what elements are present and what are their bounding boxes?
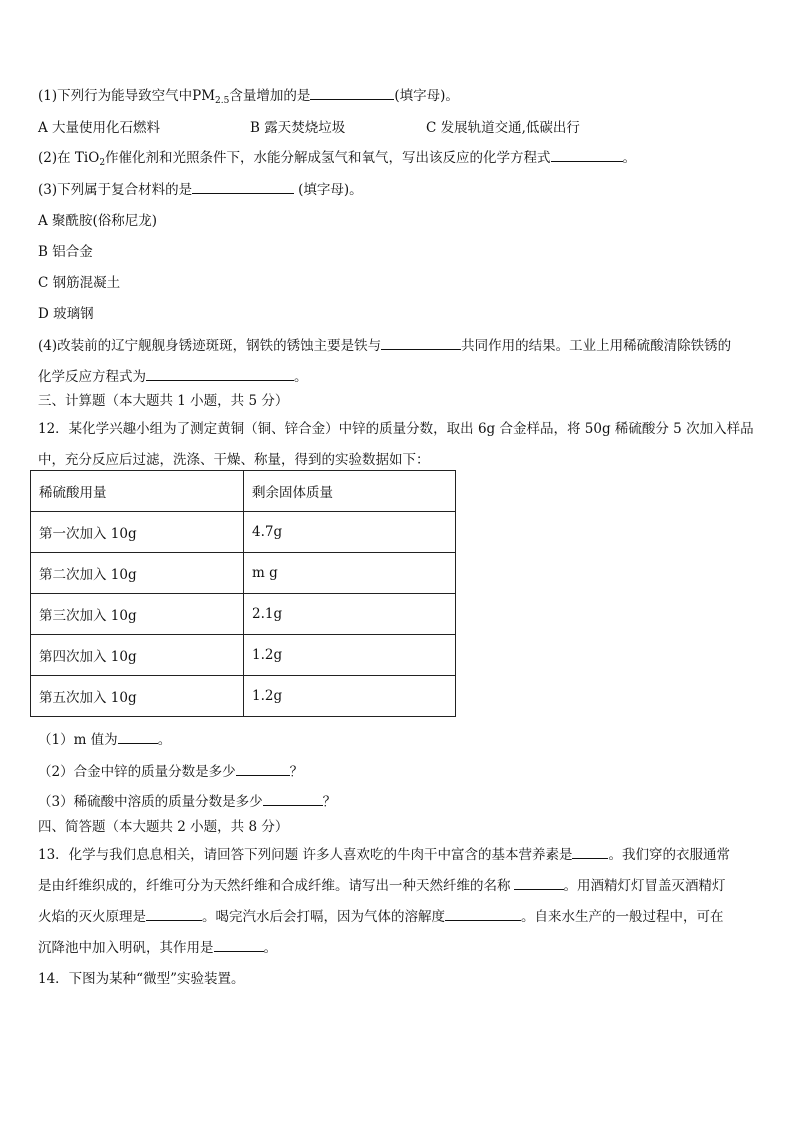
q11-part1-suffix: (填字母)。 bbox=[394, 88, 459, 104]
q11-part1-option-a: A 大量使用化石燃料 bbox=[38, 120, 161, 136]
pm-subscript: 2.5 bbox=[215, 96, 230, 106]
table-row bbox=[31, 553, 456, 594]
q12-sub2 bbox=[38, 760, 303, 780]
q11-part1-text: (1)下列行为能导致空气中PM bbox=[38, 88, 216, 104]
q13-line3-mid: 。喝完汽水后会打嗝，因为气体的溶解度 bbox=[202, 909, 445, 925]
answer-blank bbox=[192, 179, 294, 194]
q11-part2-text-after: 作催化剂和光照条件下，水能分解成氢气和氧气，写出该反应的化学方程式 bbox=[105, 150, 551, 166]
table-cell: 第一次加入 10g bbox=[31, 512, 244, 553]
q11-part1-option-b: B 露天焚烧垃圾 bbox=[250, 120, 346, 136]
section3-heading: 三、计算题（本大题共 1 小题，共 5 分） bbox=[38, 393, 289, 409]
table-cell: 4.7g bbox=[244, 512, 456, 553]
answer-blank bbox=[381, 335, 461, 350]
answer-blank bbox=[310, 85, 394, 100]
q11-part3-option-a: A 聚酰胺(俗称尼龙) bbox=[38, 213, 158, 229]
table-cell: 第三次加入 10g bbox=[31, 594, 244, 635]
table-cell: 2.1g bbox=[244, 594, 456, 635]
q12-line1: 12．某化学兴趣小组为了测定黄铜（铜、锌合金）中锌的质量分数，取出 6g 合金样品，将 50g 稀硫酸分 5 次加入样品 bbox=[38, 421, 754, 437]
q11-part2-suffix: 。 bbox=[622, 150, 637, 166]
table-cell: 第四次加入 10g bbox=[31, 635, 244, 676]
q13-line2 bbox=[38, 874, 726, 894]
table-row bbox=[31, 512, 456, 553]
q11-part1 bbox=[38, 84, 459, 106]
table-cell: 1.2g bbox=[244, 676, 456, 717]
q11-part3-option-c: C 钢筋混凝土 bbox=[38, 275, 121, 291]
q12-line2: 中，充分反应后过滤，洗涤、干燥、称量，得到的实验数据如下： bbox=[38, 452, 430, 468]
table-row bbox=[31, 635, 456, 676]
q13-line4-suffix: 。 bbox=[263, 940, 277, 956]
table-cell: 1.2g bbox=[244, 635, 456, 676]
q12-sub3-suffix: ？ bbox=[322, 794, 337, 810]
q11-part4-text: (4)改装前的辽宁舰舰身锈迹斑斑，钢铁的锈蚀主要是铁与 bbox=[38, 338, 382, 354]
q11-part2 bbox=[38, 146, 636, 168]
q14-text: 14．下图为某种“微型”实验装置。 bbox=[38, 971, 245, 987]
q11-part3-option-d: D 玻璃钢 bbox=[38, 306, 94, 322]
answer-blank bbox=[514, 875, 564, 890]
q13-line1-text: 13．化学与我们息息相关，请回答下列问题 许多人喜欢吃的牛肉干中富含的基本营养素是 bbox=[38, 847, 573, 863]
q13-line2-suffix: 。用酒精灯灯冒盖灭酒精灯 bbox=[563, 878, 726, 894]
table-row bbox=[31, 676, 456, 717]
answer-blank bbox=[572, 844, 608, 859]
answer-blank bbox=[118, 729, 158, 744]
q12-sub1 bbox=[38, 728, 171, 748]
answer-blank bbox=[551, 147, 623, 162]
q11-part4-line2-suffix: 。 bbox=[294, 369, 308, 385]
table-row bbox=[31, 594, 456, 635]
answer-blank bbox=[214, 937, 264, 952]
answer-blank bbox=[146, 906, 202, 921]
q11-part4-line2-text: 化学反应方程式为 bbox=[38, 369, 146, 385]
q13-line4 bbox=[38, 936, 277, 956]
experiment-data-table bbox=[30, 470, 456, 717]
q13-line3-suffix: 。自来水生产的一般过程中，可在 bbox=[521, 909, 724, 925]
q11-part3 bbox=[38, 178, 363, 198]
q11-part2-text: (2)在 TiO bbox=[38, 150, 100, 166]
q13-line4-text: 沉降池中加入明矾，其作用是 bbox=[38, 940, 214, 956]
q12-sub1-suffix: 。 bbox=[157, 732, 172, 748]
q12-sub3 bbox=[38, 790, 336, 810]
table-header-row bbox=[31, 471, 456, 512]
table-cell: 第五次加入 10g bbox=[31, 676, 244, 717]
tio2-subscript: 2 bbox=[99, 158, 106, 168]
q12-sub1-text: （1）m 值为 bbox=[38, 732, 118, 748]
answer-blank bbox=[263, 791, 323, 806]
answer-blank bbox=[146, 366, 294, 381]
q12-sub2-text: （2）合金中锌的质量分数是多少 bbox=[38, 764, 236, 780]
table-cell: m g bbox=[244, 553, 456, 594]
q13-line3 bbox=[38, 905, 724, 925]
q11-part3-option-b: B 铝合金 bbox=[38, 244, 93, 260]
table-cell: 第二次加入 10g bbox=[31, 553, 244, 594]
q13-line1 bbox=[38, 843, 730, 863]
q13-line3-text: 火焰的灭火原理是 bbox=[38, 909, 146, 925]
answer-blank bbox=[236, 761, 290, 776]
table-header-cell: 稀硫酸用量 bbox=[31, 471, 244, 512]
q11-part3-text: (3)下列属于复合材料的是 bbox=[38, 182, 193, 198]
table-header-cell: 剩余固体质量 bbox=[244, 471, 456, 512]
section4-heading: 四、简答题（本大题共 2 小题，共 8 分） bbox=[38, 819, 289, 835]
q13-line2-text: 是由纤维织成的，纤维可分为天然纤维和合成纤维。请写出一种天然纤维的名称 bbox=[38, 878, 511, 894]
q11-part1-text-after: 含量增加的是 bbox=[229, 88, 311, 104]
answer-blank bbox=[445, 906, 521, 921]
q12-sub3-text: （3）稀硫酸中溶质的质量分数是多少 bbox=[38, 794, 263, 810]
q13-line1-suffix: 。我们穿的衣服通常 bbox=[608, 847, 730, 863]
q11-part4-line2 bbox=[38, 365, 308, 385]
q11-part4-text-after: 共同作用的结果。工业上用稀硫酸清除铁锈的 bbox=[461, 338, 732, 354]
q11-part4-line1 bbox=[38, 334, 731, 354]
q11-part1-option-c: C 发展轨道交通,低碳出行 bbox=[426, 120, 580, 136]
q11-part3-suffix: (填字母)。 bbox=[298, 182, 363, 198]
q12-sub2-suffix: ？ bbox=[289, 764, 304, 780]
